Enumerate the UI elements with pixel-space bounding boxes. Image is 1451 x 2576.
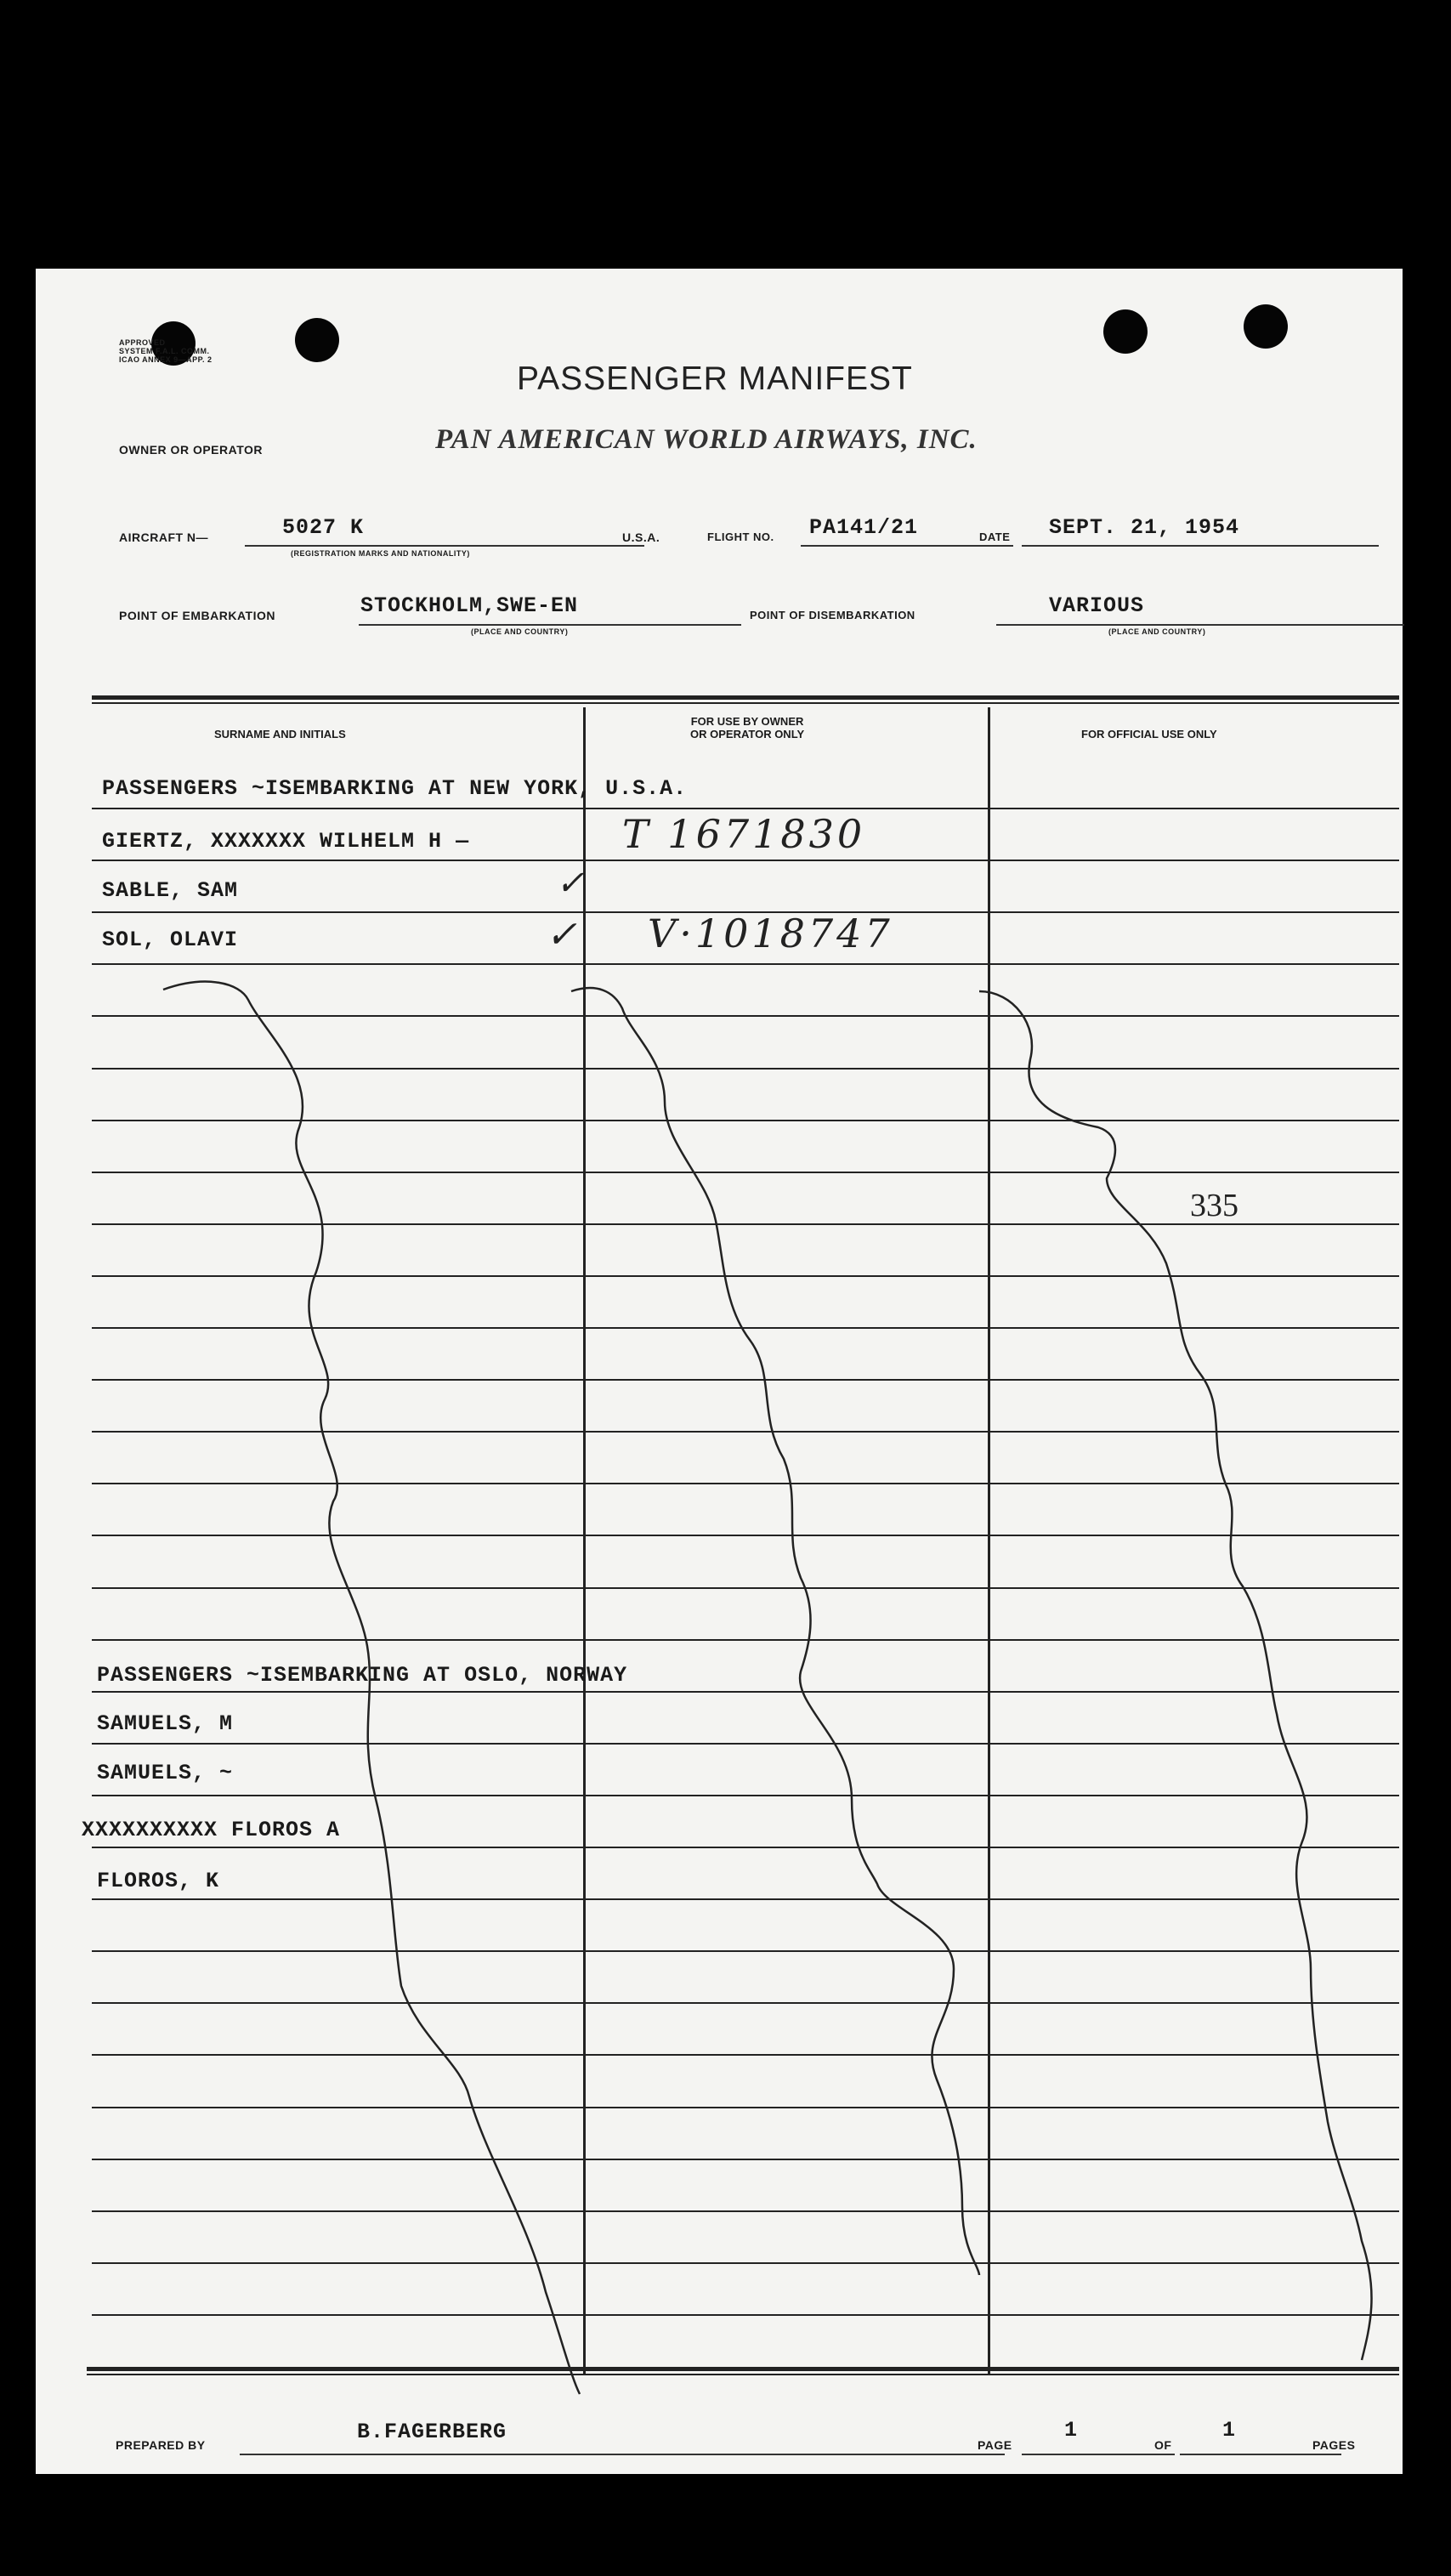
section-heading: PASSENGERS ~ISEMBARKING AT OSLO, NORWAY — [97, 1663, 628, 1688]
embarkation-value: STOCKHOLM,SWE-EN — [360, 593, 579, 618]
passport-number-2: V·1018747 — [648, 911, 893, 956]
prepared-by-underline — [240, 2454, 1005, 2455]
disembarkation-value: VARIOUS — [1049, 593, 1145, 618]
form-title: PASSENGER MANIFEST — [517, 360, 913, 397]
page-label: PAGE — [978, 2438, 1012, 2452]
passenger-row: SAMUELS, M — [97, 1711, 234, 1736]
column-header-owner-line: OR OPERATOR ONLY — [690, 728, 805, 740]
operator-name: PAN AMERICAN WORLD AIRWAYS, INC. — [435, 424, 978, 455]
flight-label: FLIGHT NO. — [707, 531, 774, 543]
scribble-line — [979, 991, 1372, 2360]
of-label: OF — [1154, 2438, 1172, 2452]
passenger-row: GIERTZ, XXXXXXX WILHELM H — — [102, 829, 470, 854]
passenger-row: SAMUELS, ~ — [97, 1761, 234, 1785]
aircraft-label: AIRCRAFT N— — [119, 531, 209, 544]
passenger-row: FLOROS, K — [97, 1869, 220, 1893]
passenger-row: SOL, OLAVI — [102, 928, 239, 952]
flight-number: PA141/21 — [809, 515, 919, 540]
disembarkation-sublabel: (PLACE AND COUNTRY) — [1108, 627, 1206, 636]
date-label: DATE — [979, 531, 1011, 543]
passenger-row: SABLE, SAM — [102, 878, 239, 903]
page-number: 1 — [1064, 2418, 1079, 2443]
column-header-owner-line: FOR USE BY OWNER — [690, 715, 804, 728]
total-pages: 1 — [1222, 2418, 1237, 2443]
flight-date: SEPT. 21, 1954 — [1049, 515, 1240, 540]
manifest-sheet — [36, 269, 1403, 2474]
prepared-by-label: PREPARED BY — [116, 2438, 206, 2452]
aircraft-sublabel: (REGISTRATION MARKS AND NATIONALITY) — [291, 549, 470, 558]
passenger-row: XXXXXXXXXX FLOROS A — [82, 1818, 341, 1842]
strike-through-scribbles — [36, 269, 1403, 2474]
prepared-by-value: B.FAGERBERG — [357, 2420, 507, 2444]
table-bottom-rule — [87, 2367, 1399, 2371]
approval-line: SYSTEM F.A.L. COMM. — [119, 347, 210, 355]
operator-label: OWNER OR OPERATOR — [119, 443, 263, 457]
of-underline — [1180, 2454, 1341, 2455]
aircraft-registration: 5027 K — [282, 515, 365, 540]
disembarkation-label: POINT OF DISEMBARKATION — [750, 609, 915, 621]
embarkation-sublabel: (PLACE AND COUNTRY) — [471, 627, 569, 636]
passport-number-1: T 1671830 — [622, 811, 866, 857]
column-header-official: FOR OFFICIAL USE ONLY — [1081, 728, 1217, 740]
approval-line: ICAO ANNEX 9—APP. 2 — [119, 355, 213, 364]
official-number: 335 — [1190, 1188, 1238, 1223]
scribble-line — [571, 988, 979, 2275]
aircraft-country: U.S.A. — [622, 531, 660, 544]
scribble-line — [163, 982, 580, 2394]
table-bottom-rule — [87, 2374, 1399, 2375]
page-underline — [1022, 2454, 1175, 2455]
section-heading: PASSENGERS ~ISEMBARKING AT NEW YORK, U.S.A. — [102, 776, 688, 801]
check-mark: ✓ — [556, 864, 588, 903]
column-header-surname: SURNAME AND INITIALS — [214, 728, 346, 740]
approval-line: APPROVED — [119, 338, 166, 347]
pages-label: PAGES — [1312, 2438, 1356, 2452]
check-mark: ✓ — [546, 913, 581, 956]
embarkation-label: POINT OF EMBARKATION — [119, 609, 275, 622]
